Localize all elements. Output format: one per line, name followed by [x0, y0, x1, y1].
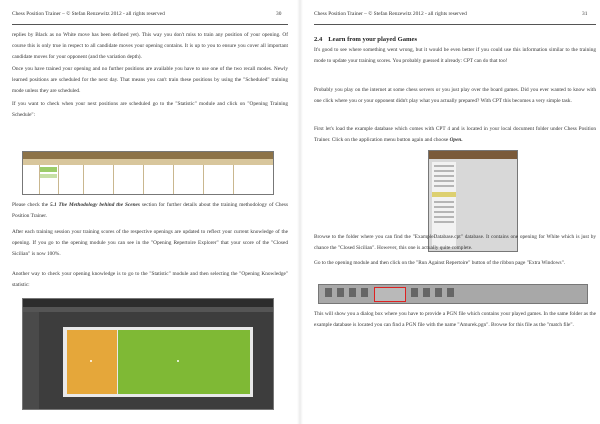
left-page	[0, 0, 292, 424]
ribbon-run-against-repertoire-screenshot	[318, 284, 588, 304]
right-paragraph-2: Probably you play on the internet at some chess servers or you just play over the board games. Did you ever wanted to know with one click where you or your opponent didn't play what you actually prepared? With CPT this becomes a very simple task.	[314, 87, 596, 104]
right-paragraph-1: It's good to see where something went wrong, but it would be even better if you could use this information similar to the training mode to update your training scores. You probably guessed it already: CPT can do that too!	[314, 47, 596, 64]
left-page-number: 30	[276, 11, 282, 17]
knowledge-known-bar	[118, 330, 250, 394]
paragraph-text: section for further details about the training methodology of Chess Position Trainer.	[12, 202, 289, 219]
section-reference: 5.1 The Methodology behind the Scenes	[50, 202, 140, 208]
left-paragraph-1: replies by Black as no White move has been defined yet). This way you don't miss to train any position of your opening. Of course this is only true in respect to all candidate moves your opening contains. It is up to you to ensure you cover all important candidate moves for your opponent (and the variation depth).	[12, 32, 288, 60]
right-page-header-rule	[314, 24, 596, 25]
left-paragraph-4	[12, 200, 288, 222]
opening-knowledge-statistic-screenshot	[22, 298, 274, 410]
section-heading	[314, 36, 417, 43]
page-gutter	[297, 0, 303, 424]
opening-training-schedule-screenshot	[22, 151, 274, 195]
paragraph-text: Please check the	[12, 202, 51, 208]
paragraph-text: First let's load the example database which comes with CPT 4 and is located in your local document folder under Chess Position Trainer. Click on the application menu button again and choose	[314, 126, 596, 143]
left-page-header-title: Chess Position Trainer – © Stefan Renzewitz 2012 - all rights reserved	[12, 11, 165, 17]
right-paragraph-4: Browse to the folder where you can find the "ExampleDatabase.cpt" database. It contains one opening for White which is just by chance the "Closed Sicilian". However, this one is actually quite complete.	[314, 234, 596, 251]
left-paragraph-3: If you want to check when your next positions are scheduled go to the "Statistic" module and click on "Opening Training Schedule":	[12, 101, 288, 118]
right-paragraph-6: This will show you a dialog box where you have to provide a PGN file which contains your played games. In the same folder as the example database is located you can find a PGN file with the name "Amurek.pgn". Browse for this file as the "match file".	[314, 311, 596, 328]
left-paragraph-2: Once you have trained your opening and no further positions are available you have to use one of the two recall modes. Newly learned positions are scheduled for the next day. That means you can't train these positions by using the "Scheduled" training mode unless they are scheduled.	[12, 66, 288, 94]
right-paragraph-5: Go to the opening module and then click on the "Run Against Repertoire" button of the ribbon page "Extra Windows".	[314, 260, 566, 266]
menu-reference: Open.	[449, 137, 463, 143]
run-against-repertoire-highlight	[374, 287, 406, 302]
left-paragraph-5: After each training session your training scores of the respective openings are updated to reflect your current knowledge of the opening. If you go to the opening module you can see in the "Opening Repertoire Explorer" that your score of the "Closed Sicilian" is now 100%.	[12, 229, 288, 257]
section-title: Learn from your played Games	[328, 36, 418, 43]
left-paragraph-6: Another way to check your opening knowledge is to go to the "Statistic" module and then selecting the "Opening Knowledge" statistic:	[12, 271, 288, 288]
right-paragraph-3	[314, 124, 596, 146]
right-page-number: 31	[582, 11, 588, 17]
knowledge-partial-bar	[67, 330, 117, 394]
section-number: 2.4	[314, 36, 323, 43]
right-page	[308, 0, 600, 424]
right-page-header-title: Chess Position Trainer – © Stefan Renzewitz 2012 - all rights reserved	[314, 11, 467, 17]
left-page-header-rule	[12, 24, 288, 25]
